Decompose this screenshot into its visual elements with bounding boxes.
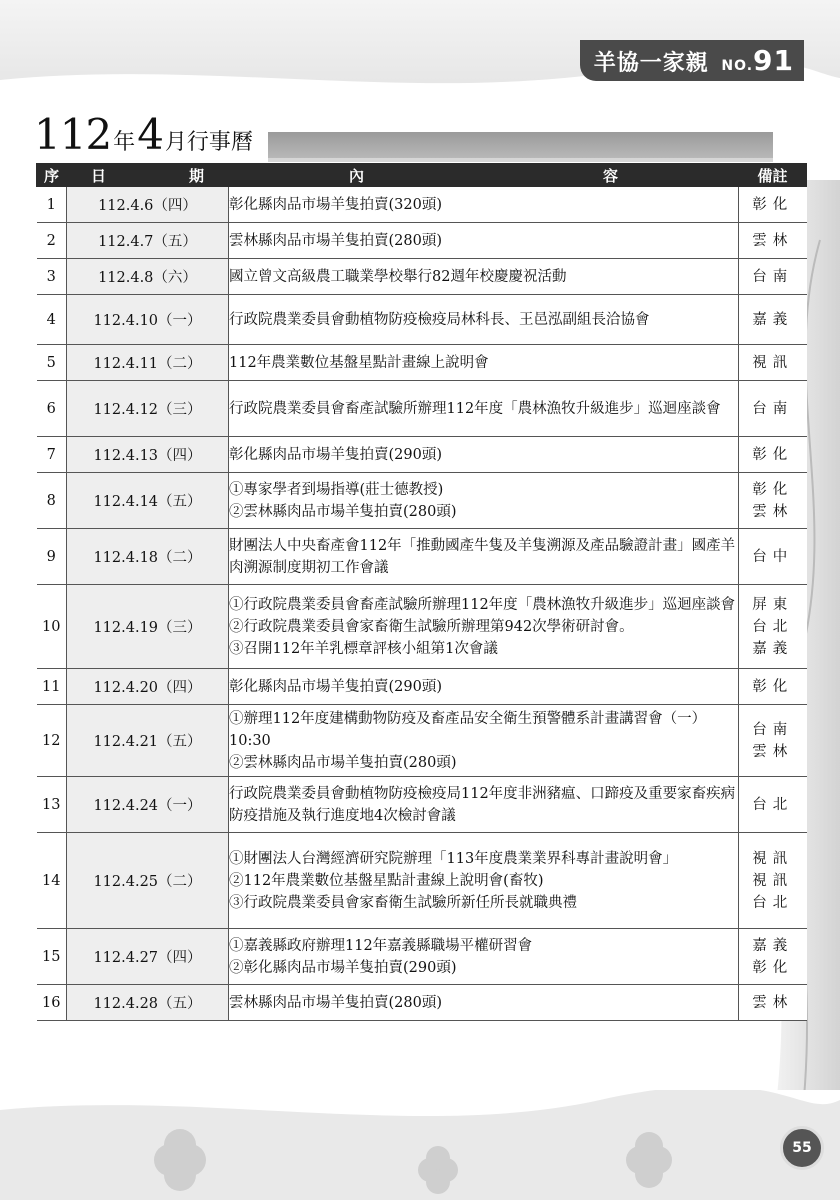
location-item: 台北 bbox=[752, 894, 794, 911]
location-item: 台南 bbox=[752, 721, 794, 738]
row-date: 112.4.19（三） bbox=[67, 585, 229, 669]
content-item: ③行政院農業委員會家畜衛生試驗所新任所長就職典禮 bbox=[229, 894, 577, 911]
content-item: ①財團法人台灣經濟研究院辦理「113年度農業業界科專計畫說明會」 bbox=[229, 850, 678, 867]
row-content bbox=[229, 669, 739, 705]
table-row bbox=[37, 345, 807, 381]
title-bar-shadow bbox=[268, 158, 773, 162]
issue-prefix: NO. bbox=[721, 58, 754, 74]
row-date: 112.4.11（二） bbox=[67, 345, 229, 381]
table-row bbox=[37, 473, 807, 529]
issue-number: 91 bbox=[753, 44, 794, 77]
row-location bbox=[739, 187, 807, 223]
location-item: 嘉義 bbox=[752, 640, 794, 657]
row-location bbox=[739, 295, 807, 345]
magazine-name: 羊協一家親 bbox=[593, 51, 709, 76]
events-table bbox=[36, 163, 807, 1021]
row-date: 112.4.27（四） bbox=[67, 929, 229, 985]
content-item: ②雲林縣肉品市場羊隻拍賣(280頭) bbox=[229, 503, 457, 520]
header-location: 備註 bbox=[739, 164, 807, 187]
row-number: 7 bbox=[37, 437, 67, 473]
row-number: 5 bbox=[37, 345, 67, 381]
row-number: 3 bbox=[37, 259, 67, 295]
table-header-row bbox=[37, 164, 807, 187]
row-date: 112.4.6（四） bbox=[67, 187, 229, 223]
title-suffix: 月行事曆 bbox=[164, 130, 253, 155]
title-month: 4 bbox=[137, 110, 163, 159]
row-location bbox=[739, 705, 807, 777]
row-number: 9 bbox=[37, 529, 67, 585]
location-item: 彰化 bbox=[752, 446, 794, 463]
header-date-a: 日 bbox=[91, 166, 107, 185]
table-row bbox=[37, 585, 807, 669]
row-date: 112.4.12（三） bbox=[67, 381, 229, 437]
location-item: 彰化 bbox=[752, 196, 794, 213]
header-content-b: 容 bbox=[602, 166, 618, 185]
table-row bbox=[37, 705, 807, 777]
row-content bbox=[229, 985, 739, 1021]
title-year: 112 bbox=[34, 110, 112, 159]
location-item: 雲林 bbox=[752, 994, 794, 1011]
row-content bbox=[229, 259, 739, 295]
row-content bbox=[229, 223, 739, 259]
row-number: 13 bbox=[37, 777, 67, 833]
table-row bbox=[37, 381, 807, 437]
row-location bbox=[739, 345, 807, 381]
content-item: 彰化縣肉品市場羊隻拍賣(320頭) bbox=[229, 196, 442, 213]
location-item: 彰化 bbox=[752, 959, 794, 976]
row-content bbox=[229, 381, 739, 437]
location-item: 雲林 bbox=[752, 232, 794, 249]
row-number: 6 bbox=[37, 381, 67, 437]
content-item: ③召開112年羊乳標章評核小組第1次會議 bbox=[229, 640, 498, 657]
row-number: 15 bbox=[37, 929, 67, 985]
row-number: 1 bbox=[37, 187, 67, 223]
header-content bbox=[229, 164, 739, 187]
row-location bbox=[739, 437, 807, 473]
row-date: 112.4.21（五） bbox=[67, 705, 229, 777]
row-date: 112.4.7（五） bbox=[67, 223, 229, 259]
row-location bbox=[739, 585, 807, 669]
row-content bbox=[229, 187, 739, 223]
content-item: 行政院農業委員會畜產試驗所辦理112年度「農林漁牧升級進步」巡迴座談會 bbox=[229, 400, 721, 417]
content-item: 彰化縣肉品市場羊隻拍賣(290頭) bbox=[229, 446, 442, 463]
row-number: 12 bbox=[37, 705, 67, 777]
location-item: 嘉義 bbox=[752, 937, 794, 954]
row-number: 16 bbox=[37, 985, 67, 1021]
row-location bbox=[739, 985, 807, 1021]
row-location bbox=[739, 223, 807, 259]
table-row bbox=[37, 985, 807, 1021]
table-row bbox=[37, 777, 807, 833]
row-date: 112.4.10（一） bbox=[67, 295, 229, 345]
content-item: 112年農業數位基盤星點計畫線上說明會 bbox=[229, 354, 489, 371]
row-date: 112.4.8（六） bbox=[67, 259, 229, 295]
content-item: ①專家學者到場指導(莊士德教授) bbox=[229, 481, 444, 498]
content-item: ①行政院農業委員會畜產試驗所辦理112年度「農林漁牧升級進步」巡迴座談會 bbox=[229, 596, 736, 613]
table-row bbox=[37, 259, 807, 295]
location-item: 屏東 bbox=[752, 596, 794, 613]
row-location bbox=[739, 381, 807, 437]
row-location bbox=[739, 529, 807, 585]
location-item: 台南 bbox=[752, 268, 794, 285]
table-row bbox=[37, 295, 807, 345]
content-item: ②雲林縣肉品市場羊隻拍賣(280頭) bbox=[229, 754, 457, 771]
row-date: 112.4.13（四） bbox=[67, 437, 229, 473]
row-number: 11 bbox=[37, 669, 67, 705]
row-content bbox=[229, 929, 739, 985]
row-content bbox=[229, 437, 739, 473]
content-item: ①嘉義縣政府辦理112年嘉義縣職場平權研習會 bbox=[229, 937, 533, 954]
row-location bbox=[739, 259, 807, 295]
table-row bbox=[37, 437, 807, 473]
row-content bbox=[229, 585, 739, 669]
table-row bbox=[37, 187, 807, 223]
row-content bbox=[229, 345, 739, 381]
content-item: ②112年農業數位基盤星點計畫線上說明會(畜牧) bbox=[229, 872, 544, 889]
row-location bbox=[739, 833, 807, 929]
content-item: 雲林縣肉品市場羊隻拍賣(280頭) bbox=[229, 232, 442, 249]
row-date: 112.4.24（一） bbox=[67, 777, 229, 833]
content-item: 行政院農業委員會動植物防疫檢疫局林科長、王邑泓副組長洽協會 bbox=[229, 311, 650, 328]
row-date: 112.4.18（二） bbox=[67, 529, 229, 585]
table-row bbox=[37, 529, 807, 585]
location-item: 彰化 bbox=[752, 678, 794, 695]
row-content bbox=[229, 473, 739, 529]
row-date: 112.4.25（二） bbox=[67, 833, 229, 929]
clover-decoration bbox=[0, 1090, 840, 1200]
magazine-title bbox=[580, 40, 804, 81]
row-location bbox=[739, 669, 807, 705]
table-row bbox=[37, 223, 807, 259]
location-item: 台南 bbox=[752, 400, 794, 417]
row-location bbox=[739, 473, 807, 529]
location-item: 台北 bbox=[752, 796, 794, 813]
location-item: 台北 bbox=[752, 618, 794, 635]
table-row bbox=[37, 833, 807, 929]
table-body bbox=[37, 187, 807, 1021]
header-date-b: 期 bbox=[188, 166, 204, 185]
content-item: ②彰化縣肉品市場羊隻拍賣(290頭) bbox=[229, 959, 457, 976]
row-location bbox=[739, 777, 807, 833]
row-location bbox=[739, 929, 807, 985]
content-item: 財團法人中央畜產會112年「推動國產牛隻及羊隻溯源及產品驗證計畫」國產羊肉溯源制度期初工作會議 bbox=[229, 537, 736, 576]
content-item: 國立曾文高級農工職業學校舉行82週年校慶慶祝活動 bbox=[229, 268, 567, 285]
row-content bbox=[229, 529, 739, 585]
location-item: 雲林 bbox=[752, 743, 794, 760]
content-item: 彰化縣肉品市場羊隻拍賣(290頭) bbox=[229, 678, 442, 695]
row-number: 4 bbox=[37, 295, 67, 345]
content-item: 雲林縣肉品市場羊隻拍賣(280頭) bbox=[229, 994, 442, 1011]
location-item: 彰化 bbox=[752, 481, 794, 498]
row-number: 10 bbox=[37, 585, 67, 669]
content-item: ②行政院農業委員會家畜衛生試驗所辦理第942次學術研討會。 bbox=[229, 618, 634, 635]
row-number: 2 bbox=[37, 223, 67, 259]
title-year-char: 年 bbox=[113, 130, 136, 155]
title-bar bbox=[268, 132, 773, 158]
row-date: 112.4.28（五） bbox=[67, 985, 229, 1021]
location-item: 視訊 bbox=[752, 850, 794, 867]
row-content bbox=[229, 705, 739, 777]
row-content bbox=[229, 777, 739, 833]
location-item: 台中 bbox=[752, 548, 794, 565]
row-date: 112.4.14（五） bbox=[67, 473, 229, 529]
location-item: 雲林 bbox=[752, 503, 794, 520]
page-number: 55 bbox=[780, 1126, 824, 1170]
row-number: 14 bbox=[37, 833, 67, 929]
content-item: ①辦理112年度建構動物防疫及畜產品安全衛生預警體系計畫講習會（一）10:30 bbox=[229, 710, 707, 749]
row-content bbox=[229, 833, 739, 929]
table-row bbox=[37, 929, 807, 985]
row-date: 112.4.20（四） bbox=[67, 669, 229, 705]
row-number: 8 bbox=[37, 473, 67, 529]
content-item: 行政院農業委員會動植物防疫檢疫局112年度非洲豬瘟、口蹄疫及重要家畜疾病防疫措施及執行進度地4次檢討會議 bbox=[229, 785, 736, 824]
header-no: 序 bbox=[37, 164, 67, 187]
location-item: 視訊 bbox=[752, 872, 794, 889]
page-title bbox=[34, 110, 255, 159]
location-item: 嘉義 bbox=[752, 311, 794, 328]
table-row bbox=[37, 669, 807, 705]
location-item: 視訊 bbox=[752, 354, 794, 371]
row-content bbox=[229, 295, 739, 345]
header-content-a: 內 bbox=[349, 166, 365, 185]
header-date bbox=[67, 164, 229, 187]
